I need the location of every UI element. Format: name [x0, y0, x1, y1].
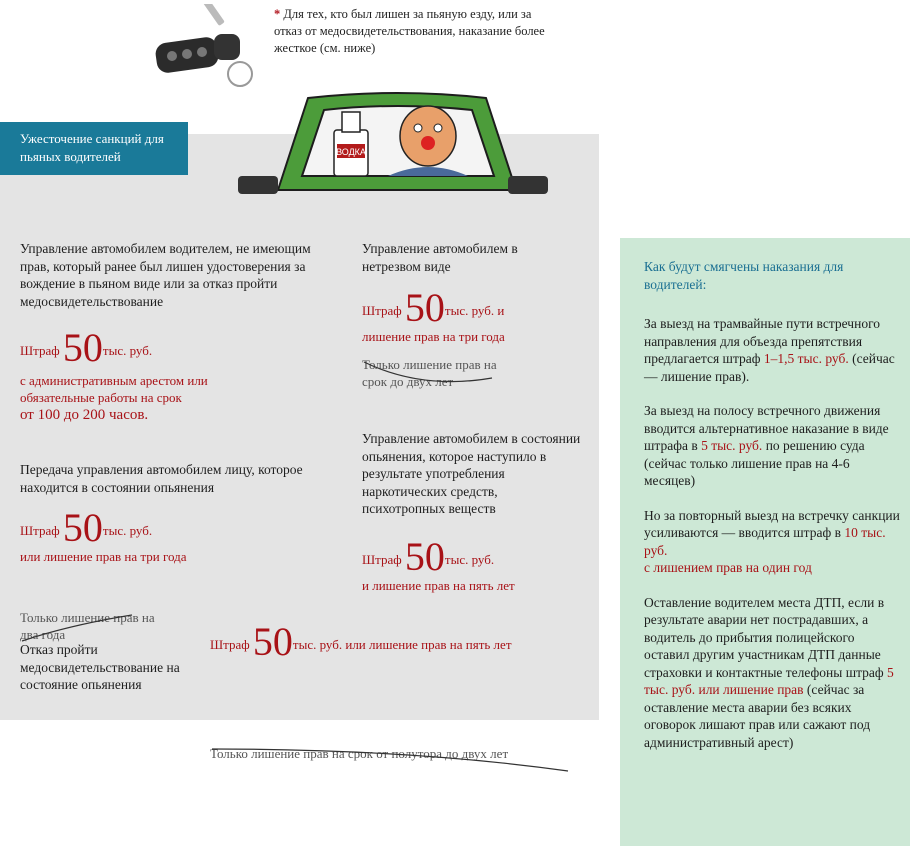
- fine-detail: или лишение прав на три года: [20, 549, 187, 564]
- fine-amount: 5 тыс. руб. или лишение прав: [644, 664, 894, 697]
- bottle-label: ВОДКА: [336, 147, 366, 157]
- item-refusal-title: Отказ пройти медосвидетельствование на состояние опьянения: [20, 642, 180, 692]
- fine-hours: от 100 до 200 часов.: [20, 407, 149, 423]
- fine-unit: тыс. руб.: [444, 552, 495, 567]
- fine-amount: 1–1,5 тыс. руб.: [763, 351, 849, 366]
- softened-item-oncoming: За выезд на полосу встречного движения вводится альтернативное наказание в виде штрафа в 5 тыс. руб. по решению суда (сейчас только лишение прав на 4-6 месяцев): [644, 403, 889, 488]
- fine-detail: и лишение прав на пять лет: [362, 578, 515, 593]
- item-drugs-title: Управление автомобилем в состоянии опьянения, которое наступило в результате употребления наркотических средств, психотропных веществ: [362, 431, 581, 516]
- item-refusal-old: [210, 745, 590, 762]
- item-drugs-fine: [362, 534, 592, 594]
- footnote-text: Для тех, кто был лишен за пьяную езду, или за отказ от медосвидетельствования, наказание более жесткое (см. ниже): [274, 7, 545, 55]
- fine-prefix: Штраф: [210, 637, 250, 652]
- fine-amount: 50: [404, 534, 445, 579]
- old-penalty: Только лишение прав на срок от полутора до двух лет: [210, 746, 509, 761]
- item-transfer-title: Передача управления автомобилем лицу, которое находится в состоянии опьянения: [20, 462, 303, 495]
- fine-amount: 50: [62, 505, 103, 550]
- softened-item-repeat: Но за повторный выезд на встречку санкции усиливаются — вводится штраф в 10 тыс. руб. с лишением прав на один год: [644, 507, 900, 575]
- fine-unit: тыс. руб. или лишение прав на пять лет: [292, 637, 512, 652]
- item-drunk-driving-title: Управление автомобилем в нетрезвом виде: [362, 241, 518, 274]
- fine-prefix: Штраф: [20, 523, 60, 538]
- fine-unit: тыс. руб.: [102, 523, 153, 538]
- softened-penalties-panel: [620, 238, 910, 846]
- item-no-license-fine: [20, 325, 340, 424]
- fine-amount: 50: [252, 619, 293, 664]
- item-transfer-old: [20, 609, 170, 643]
- item-transfer-fine: [20, 505, 280, 565]
- asterisk: *: [274, 7, 281, 21]
- fine-prefix: Штраф: [362, 303, 402, 318]
- item-refusal-fine: [210, 619, 595, 664]
- fine-amount: 10 тыс. руб.: [644, 525, 886, 558]
- strike-line: [362, 356, 512, 390]
- fine-prefix: Штраф: [20, 343, 60, 358]
- strike-line: [20, 609, 170, 643]
- softened-title: Как будут смягчены наказания для водителей:: [644, 259, 844, 292]
- fine-amount: 50: [404, 285, 445, 330]
- car-keys-image: [150, 4, 260, 94]
- fine-detail: с административным арестом или обязательные работы на срок: [20, 373, 208, 405]
- fine-amount: 50: [62, 325, 103, 370]
- fine-prefix: Штраф: [362, 552, 402, 567]
- old-penalty: Только лишение прав на два года: [20, 610, 155, 642]
- fine-unit: тыс. руб.: [102, 343, 153, 358]
- drunk-driver-car-image: [238, 88, 548, 203]
- tightening-banner: Ужесточение санкций для пьяных водителей: [0, 122, 188, 175]
- item-no-license-title: Управление автомобилем водителем, не имеющим прав, который ранее был лишен удостоверения за вождение в пьяном виде или за отказ пройти медосвидетельствование: [20, 241, 311, 309]
- softened-item-accident: Оставление водителем места ДТП, если в результате аварии нет пострадавших, а водитель до прибытия полицейского оставил другим участникам ДТП данные страховки и контактные телефоны штраф 5 тыс. руб. или лишение прав (сейчас за оставление места аварии без всяких оговорок лишают прав или сажают под административный арест): [644, 594, 894, 750]
- softened-item-tram: За выезд на трамвайные пути встречного направления для объезда препятствия предлагается штраф 1–1,5 тыс. руб. (сейчас — лишение прав).: [644, 316, 895, 384]
- strike-line: [210, 745, 590, 775]
- fine-amount: 5 тыс. руб.: [701, 438, 763, 453]
- fine-detail: с лишением прав на один год: [644, 560, 812, 575]
- item-drunk-driving-fine: [362, 285, 592, 345]
- item-drunk-driving-old: [362, 356, 512, 390]
- old-penalty: Только лишение прав на срок до двух лет: [362, 357, 497, 389]
- footnote: [274, 6, 554, 57]
- fine-detail: лишение прав на три года: [362, 329, 505, 344]
- fine-unit: тыс. руб. и: [444, 303, 505, 318]
